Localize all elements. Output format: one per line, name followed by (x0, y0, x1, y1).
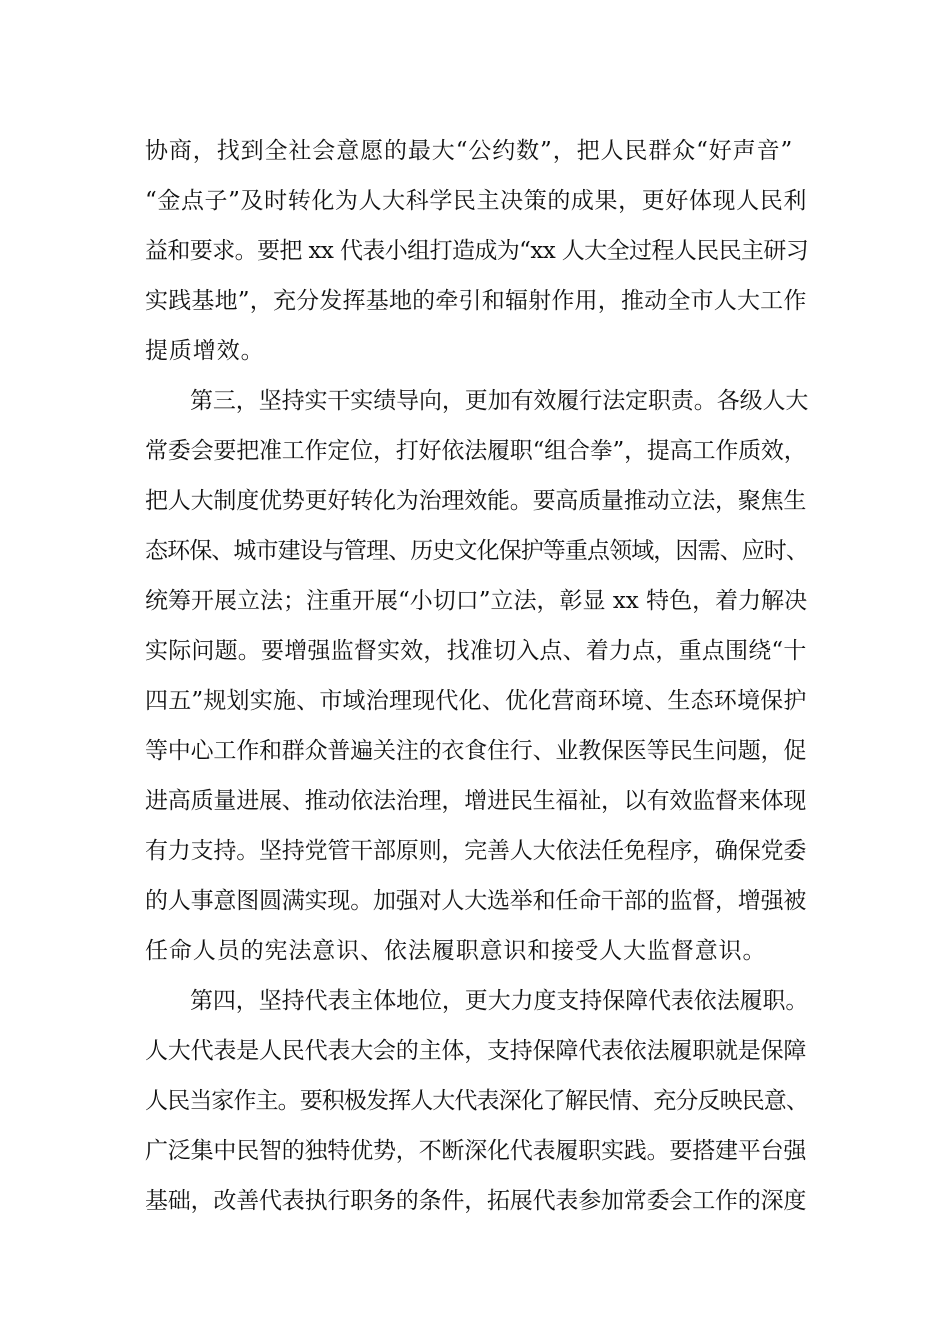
text-line: 把人大制度优势更好转化为治理效能。要高质量推动立法，聚焦生 (145, 488, 807, 514)
text-line: 的人事意图圆满实现。加强对人大选举和任命干部的监督，增强被 (145, 888, 807, 914)
text-line: “金点子”及时转化为人大科学民主决策的成果，更好体现人民利 (145, 188, 807, 214)
text-line: 广泛集中民智的独特优势，不断深化代表履职实践。要搭建平台强 (145, 1138, 807, 1164)
text-line: 统筹开展立法；注重开展“小切口”立法，彰显 xx 特色，着力解决 (145, 588, 808, 614)
text-line: 基础，改善代表执行职务的条件，拓展代表参加常委会工作的深度 (145, 1188, 807, 1214)
text-line: 四五”规划实施、市域治理现代化、优化营商环境、生态环境保护 (145, 688, 807, 714)
paragraph-heading-third: 第三，坚持实干实绩导向，更加有效履行法定职责。各级人大 (190, 388, 809, 414)
text-line: 人大代表是人民代表大会的主体，支持保障代表依法履职就是保障 (145, 1038, 807, 1064)
text-line: 实际问题。要增强监督实效，找准切入点、着力点，重点围绕“十 (145, 638, 807, 664)
text-line: 人民当家作主。要积极发挥人大代表深化了解民情、充分反映民意、 (145, 1088, 809, 1114)
text-line: 协商，找到全社会意愿的最大“公约数”，把人民群众“好声音” (145, 138, 794, 164)
text-line: 等中心工作和群众普遍关注的衣食住行、业教保医等民生问题，促 (145, 738, 807, 764)
text-line: 进高质量进展、推动依法治理，增进民生福祉，以有效监督来体现 (145, 788, 807, 814)
text-line: 提质增效。 (145, 338, 265, 364)
text-line: 任命人员的宪法意识、依法履职意识和接受人大监督意识。 (145, 938, 767, 964)
text-line: 有力支持。坚持党管干部原则，完善人大依法任免程序，确保党委 (145, 838, 807, 864)
text-line: 态环保、城市建设与管理、历史文化保护等重点领域，因需、应时、 (145, 538, 809, 564)
text-line: 实践基地”，充分发挥基地的牵引和辐射作用，推动全市人大工作 (145, 288, 807, 314)
text-line: 益和要求。要把 xx 代表小组打造成为“xx 人大全过程人民民主研习 (145, 238, 809, 264)
paragraph-heading-fourth: 第四，坚持代表主体地位，更大力度支持保障代表依法履职。 (190, 988, 809, 1014)
text-line: 常委会要把准工作定位，打好依法履职“组合拳”，提高工作质效， (145, 438, 807, 464)
